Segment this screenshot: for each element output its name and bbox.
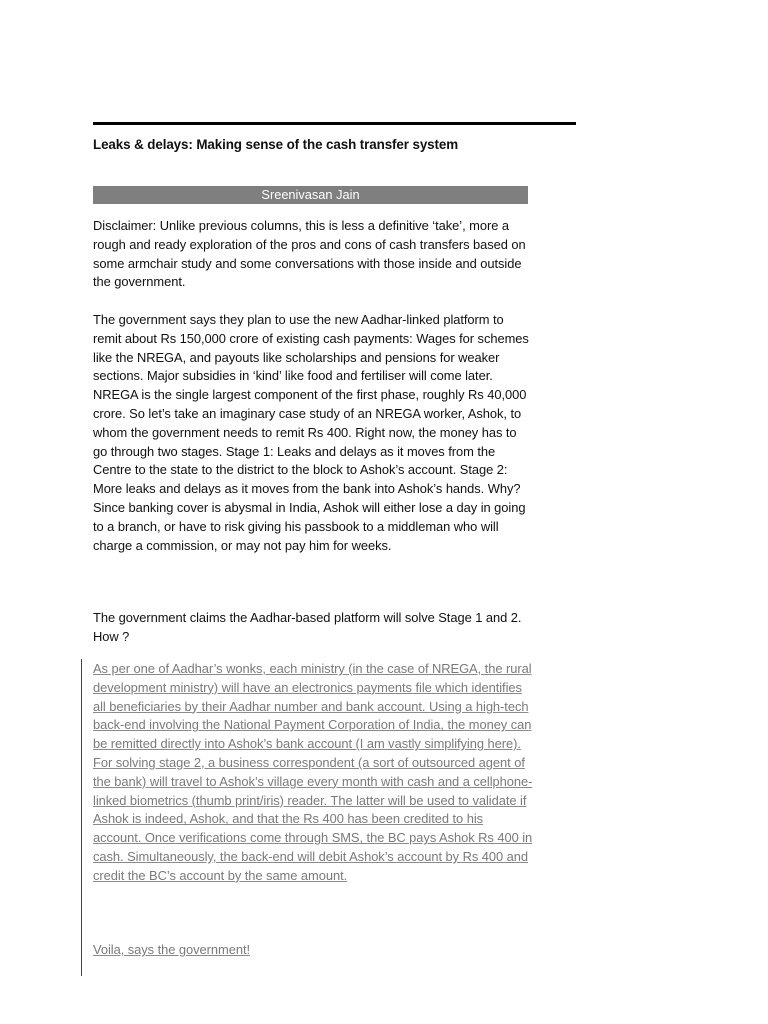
article-title: Leaks & delays: Making sense of the cash transfer system [93,137,459,152]
body-paragraph: The government claims the Aadhar-based platform will solve Stage 1 and 2. How ? [93,610,522,644]
author-byline: Sreenivasan Jain [93,186,528,204]
disclaimer-paragraph: Disclaimer: Unlike previous columns, this is less a definitive ‘take’, more a rough and ready exploration of the pros and cons of cash transfers based on some armchair study and some conversations with those inside and outside the government. [93,218,526,290]
body-paragraph: The government says they plan to use the new Aadhar-linked platform to remit about Rs 150,000 crore of existing cash payments: Wages for schemes like the NREGA, and payouts like scholarships and pensions for weaker sections. Major subsidies in ‘kind’ like food and fertiliser will come later. NREGA is the single largest component of the first phase, roughly Rs 40,000 crore. So let’s take an imaginary case study of an NREGA worker, Ashok, to whom the government needs to remit Rs 400. Right now, the money has to go through two stages. Stage 1: Leaks and delays as it moves from the Centre to the state to the district to the block to Ashok’s account. Stage 2: More leaks and delays as it moves from the bank into Ashok’s hands. Why? Since banking cover is abysmal in India, Ashok will either lose a day in going to a branch, or have to risk giving his passbook to a middleman who will charge a commission, or may not pay him for weeks. [93,312,529,553]
change-bar [81,659,82,976]
tracked-change-paragraph: Voila, says the government! [93,942,251,957]
header-rule [93,122,576,125]
tracked-change-paragraph: As per one of Aadhar’s wonks, each ministry (in the case of NREGA, the rural development ministry) will have an electronics payments file which identifies all beneficiaries by their Aadhar number and bank account. Using a high-tech back-end involving the National Payment Corporation of India, the money can be remitted directly into Ashok’s bank account (I am vastly simplifying here). For solving stage 2, a business correspondent (a sort of outsourced agent of the bank) will travel to Ashok’s village every month with cash and a cellphone-linked biometrics (thumb print/iris) reader. The latter will be used to validate if Ashok is indeed, Ashok, and that the Rs 400 has been credited to his account. Once verifications come through SMS, the BC pays Ashok Rs 400 in cash. Simultaneously, the back-end will debit Ashok’s account by Rs 400 and credit the BC’s account by the same amount. [93,661,533,883]
